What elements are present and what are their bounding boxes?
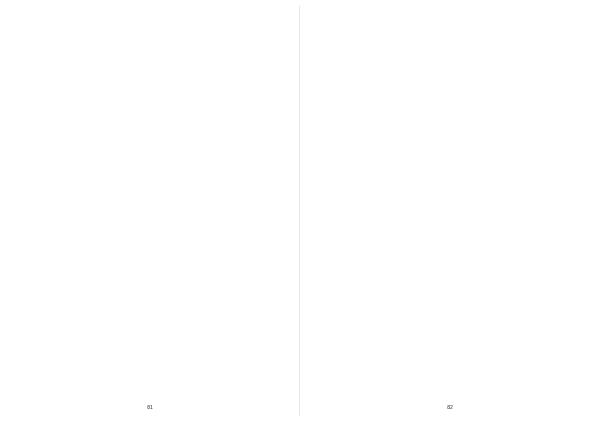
right-page-number: 82: [447, 405, 453, 411]
right-page: [300, 0, 600, 424]
left-page-number: 81: [147, 405, 153, 411]
right-page-text: [313, 10, 587, 398]
left-page-text: [13, 10, 287, 398]
